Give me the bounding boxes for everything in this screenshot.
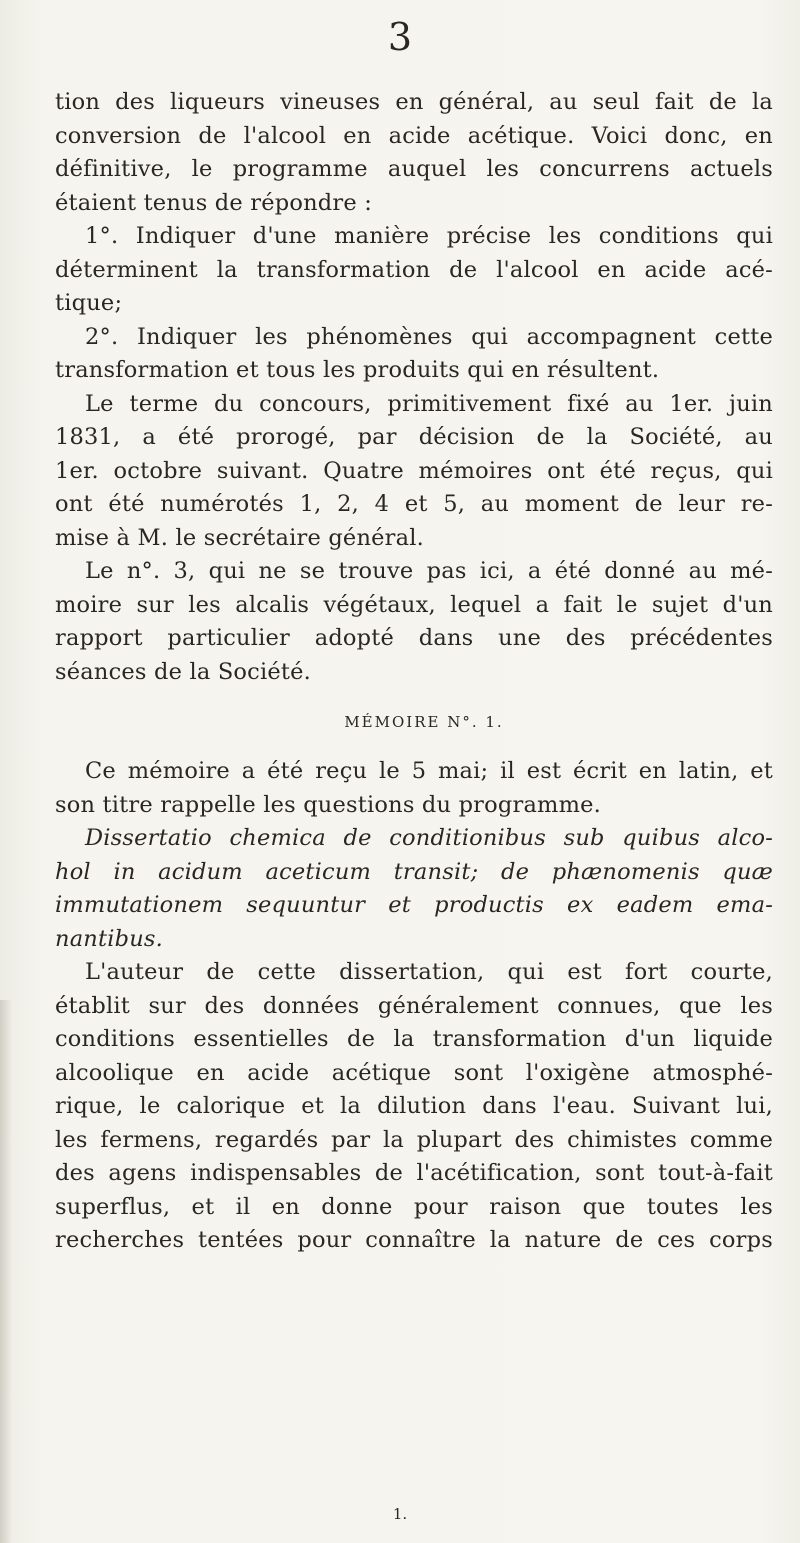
binding-shadow	[0, 1000, 12, 1543]
text-line: 1er. octobre suivant. Quatre mémoires ont été reçus, qui	[55, 457, 773, 484]
text-line: recherches tentées pour connaître la nature de ces corps	[55, 1227, 773, 1253]
text-line: conversion de l'alcool en acide acétique. Voici donc, en	[55, 122, 773, 149]
text-line: déterminent la transformation de l'alcool en acide acé-	[55, 256, 773, 283]
text-line: tion des liqueurs vineuses en général, au seul fait de la	[55, 89, 773, 115]
text-line: Le n°. 3, qui ne se trouve pas ici, a été donné au mé-	[85, 558, 773, 584]
text-line: rique, le calorique et la dilution dans l'eau. Suivant lui,	[55, 1093, 773, 1119]
text-line: séances de la Société.	[55, 658, 311, 685]
text-line: Le terme du concours, primitivement fixé au 1er. juin	[85, 390, 773, 417]
text-line: moire sur les alcalis végétaux, lequel a fait le sujet d'un	[55, 591, 773, 618]
text-line: étaient tenus de répondre :	[55, 189, 372, 216]
latin-title-line: nantibus.	[55, 925, 164, 952]
text-line: mise à M. le secrétaire général.	[55, 524, 424, 551]
text-line: alcoolique en acide acétique sont l'oxigène atmosphé-	[55, 1059, 773, 1086]
text-line: L'auteur de cette dissertation, qui est fort courte,	[85, 959, 773, 985]
text-line: Ce mémoire a été reçu le 5 mai; il est écrit en latin, et	[85, 758, 773, 784]
text-line: superflus, et il en donne pour raison que toutes les	[55, 1193, 773, 1220]
text-line: des agens indispensables de l'acétification, sont tout-à-fait	[55, 1160, 773, 1186]
section-heading: MÉMOIRE N°. 1.	[344, 713, 504, 731]
text-line: rapport particulier adopté dans une des précédentes	[55, 625, 773, 651]
signature-mark: 1.	[392, 1505, 408, 1523]
page-number: 3	[387, 15, 413, 59]
latin-title-line: hol in acidum aceticum transit; de phænomenis quæ	[55, 858, 773, 885]
text-line: 1°. Indiquer d'une manière précise les conditions qui	[85, 223, 773, 249]
text-line: conditions essentielles de la transformation d'un liquide	[55, 1026, 773, 1052]
text-line: les fermens, regardés par la plupart des chimistes comme	[55, 1126, 773, 1153]
text-line: tique;	[55, 290, 123, 316]
text-line: établit sur des données généralement connues, que les	[55, 992, 773, 1019]
text-line: transformation et tous les produits qui en résultent.	[55, 357, 660, 383]
latin-title-line: Dissertatio chemica de conditionibus sub quibus alco-	[85, 825, 773, 851]
text-line: définitive, le programme auquel les concurrens actuels	[55, 156, 773, 182]
text-line: son titre rappelle les questions du programme.	[55, 791, 601, 818]
body-text	[55, 86, 773, 1258]
text-line: ont été numérotés 1, 2, 4 et 5, au moment de leur re-	[55, 491, 773, 517]
text-line: 2°. Indiquer les phénomènes qui accompagnent cette	[85, 323, 773, 350]
text-line: 1831, a été prorogé, par décision de la Société, au	[55, 424, 773, 450]
latin-title-line: immutationem sequuntur et productis ex eadem ema-	[55, 892, 773, 918]
